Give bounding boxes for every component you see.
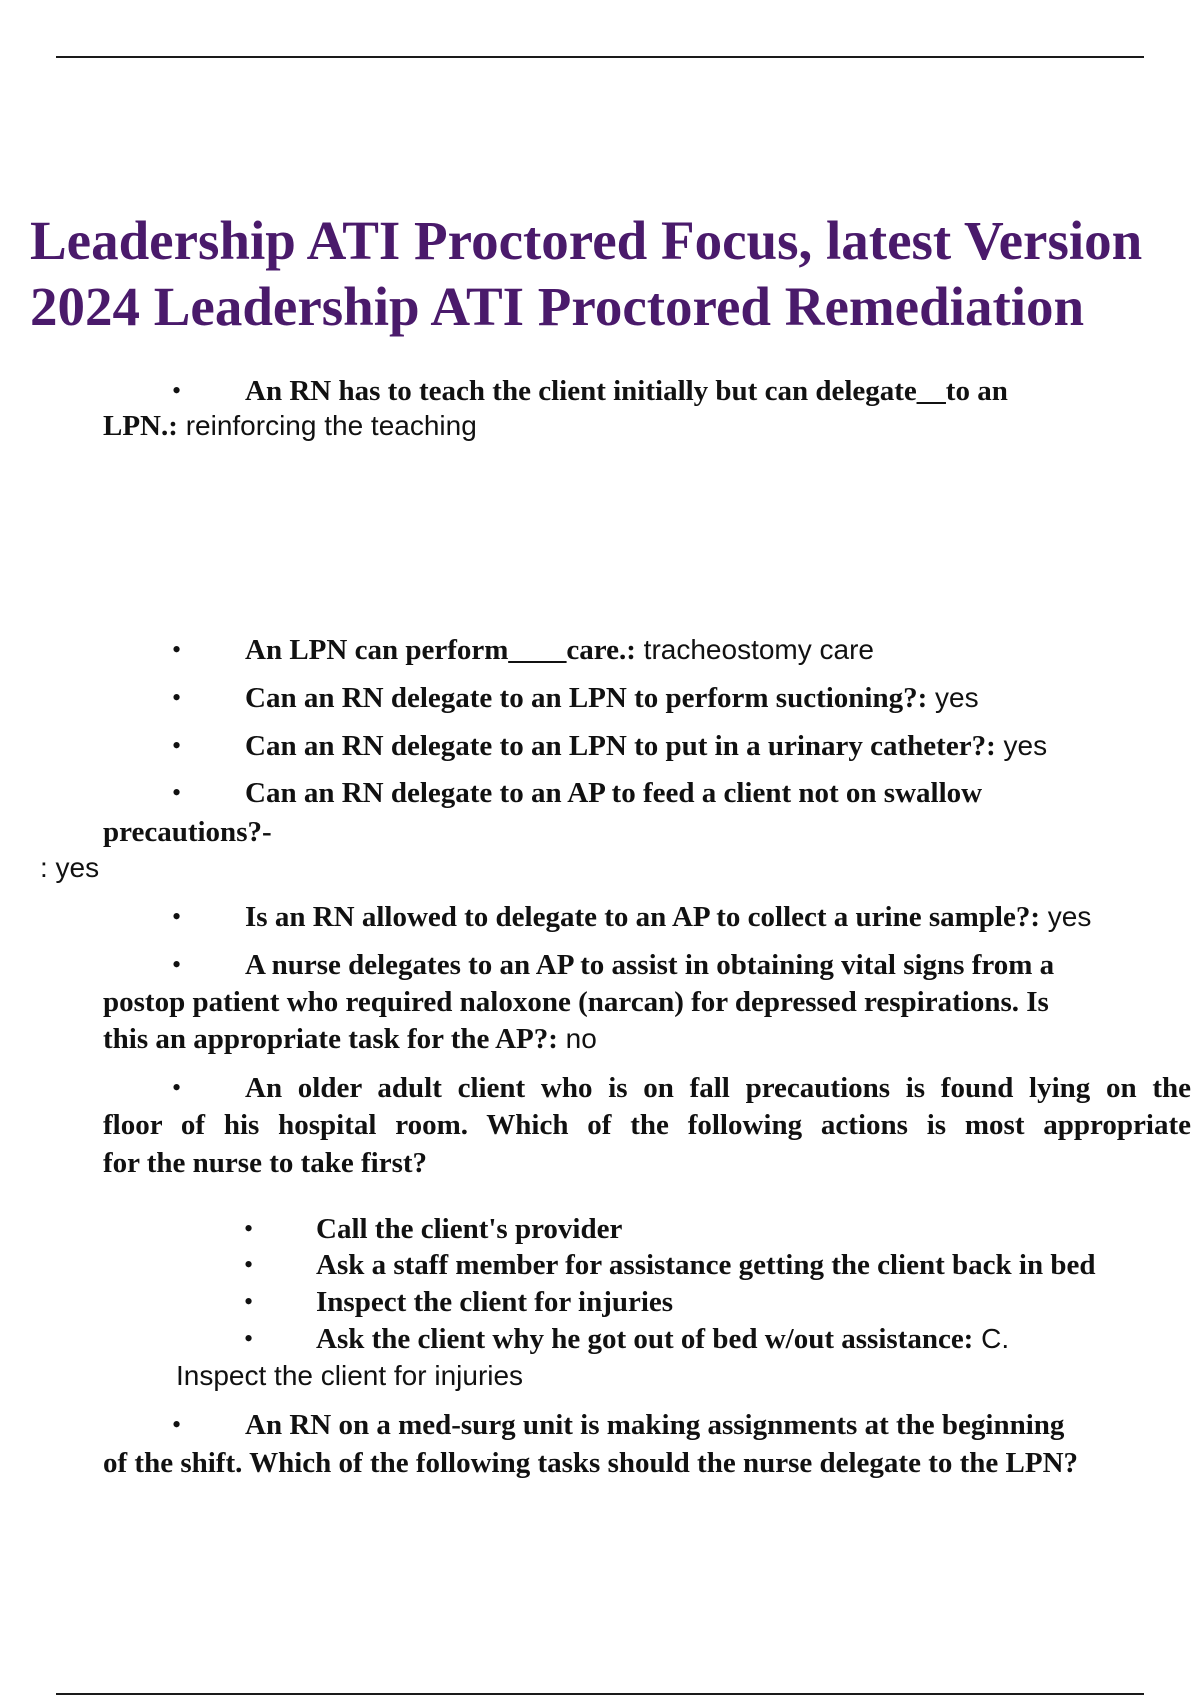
top-rule (56, 56, 1144, 58)
answer-text: no (557, 1023, 597, 1054)
answer-text: yes (995, 730, 1048, 761)
title-line-2: 2024 Leadership ATI Proctored Remediation (30, 276, 1085, 337)
question-text: this an appropriate task for the AP?: (103, 1023, 558, 1055)
question-text: Can an RN delegate to an AP to feed a client not on swallow (245, 777, 983, 809)
bullet: • (172, 635, 182, 664)
question-text: An older adult client who is on fall precautions is found lying on the (245, 1072, 1191, 1104)
bullet: • (172, 902, 182, 931)
question-text: An RN has to teach the client initially but can delegate__to an (245, 375, 1008, 407)
bottom-rule (56, 1693, 1144, 1695)
bullet: • (172, 683, 182, 712)
bullet: • (172, 1073, 182, 1102)
question-text: Is an RN allowed to delegate to an AP to collect a urine sample?: (245, 901, 1041, 933)
question-text: Can an RN delegate to an LPN to put in a urinary catheter?: (245, 730, 996, 762)
question-text: An LPN can perform____care.: (245, 634, 636, 666)
answer-text: yes (927, 682, 979, 713)
bullet: • (244, 1214, 254, 1243)
bullet: • (172, 950, 182, 979)
title-line-1: Leadership ATI Proctored Focus, latest Version (30, 210, 1143, 271)
bullet: • (244, 1250, 254, 1279)
option-text: Ask a staff member for assistance getting the client back in bed (316, 1249, 1096, 1281)
bullet: • (244, 1324, 254, 1353)
bullet: • (172, 1410, 182, 1439)
option-text: Ask the client why he got out of bed w/out assistance: (316, 1323, 974, 1355)
answer-text: yes (1040, 901, 1092, 932)
bullet: • (244, 1287, 254, 1316)
option-text: Inspect the client for injuries (316, 1286, 674, 1318)
option-text: Call the client's provider (316, 1213, 623, 1245)
question-text: Can an RN delegate to an LPN to perform suctioning?: (245, 682, 928, 714)
question-text: postop patient who required naloxone (narcan) for depressed respirations. Is (103, 986, 1049, 1018)
document-title (30, 208, 1180, 340)
question-text: precautions?- (103, 816, 272, 848)
answer-text: tracheostomy care (635, 634, 874, 665)
answer-text: Inspect the client for injuries (176, 1360, 524, 1391)
question-text: An RN on a med-surg unit is making assignments at the beginning (245, 1409, 1065, 1441)
question-text: LPN.: (103, 410, 178, 442)
question-text: of the shift. Which of the following tasks should the nurse delegate to the LPN? (103, 1447, 1079, 1479)
question-text: for the nurse to take first? (103, 1147, 428, 1179)
answer-text: reinforcing the teaching (177, 410, 477, 441)
bullet: • (172, 778, 182, 807)
question-text: A nurse delegates to an AP to assist in obtaining vital signs from a (245, 949, 1055, 981)
answer-text: C. (973, 1323, 1010, 1354)
answer-text: : yes (40, 852, 100, 883)
bullet: • (172, 376, 182, 405)
question-text: floor of his hospital room. Which of the following actions is most appropriate (103, 1109, 1191, 1141)
bullet: • (172, 731, 182, 760)
